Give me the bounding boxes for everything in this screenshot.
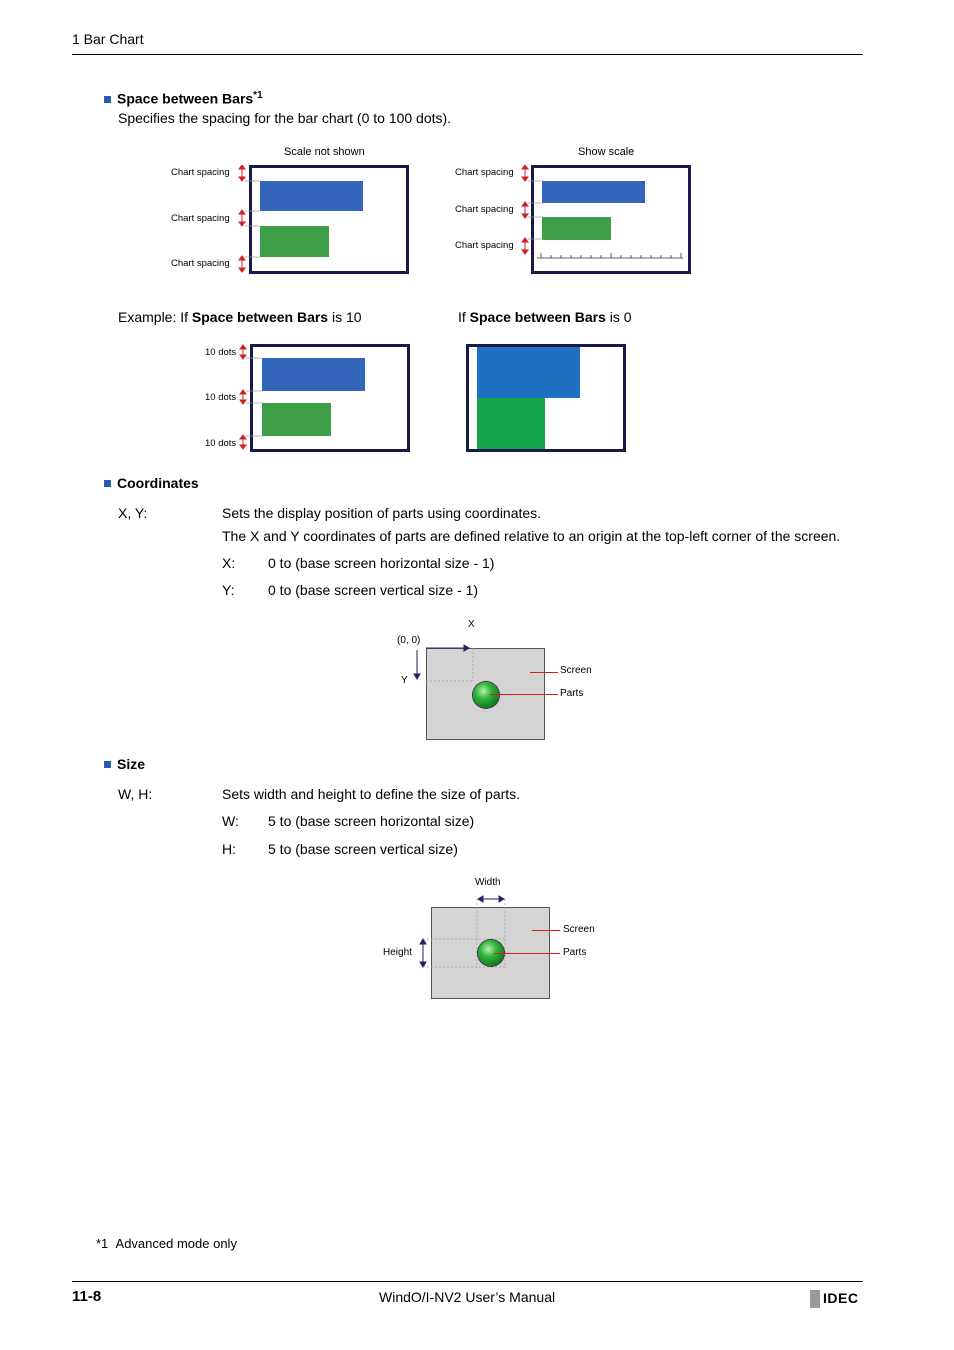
spacing-label: Chart spacing: [171, 258, 230, 269]
spacing-label: Chart spacing: [455, 204, 514, 215]
lamp-part-icon: [473, 682, 499, 708]
fig-scale-not-shown-title: Scale not shown: [284, 146, 365, 158]
note-mark: *1: [253, 90, 263, 101]
coordinates-term: X, Y:: [118, 505, 148, 521]
footnote-text: Advanced mode only: [115, 1236, 237, 1251]
screen-pointer-line: [530, 672, 558, 673]
size-h-key: H:: [222, 841, 236, 857]
logo-text: IDEC: [823, 1290, 859, 1306]
parts-label: Parts: [560, 688, 584, 699]
bullet-icon: [104, 480, 111, 487]
chart-bar-green: [477, 398, 545, 449]
bar-chart-frame-no-scale: [249, 165, 409, 274]
chart-bar-blue: [477, 347, 580, 398]
header-rule: [72, 54, 863, 55]
header-section-title: 1 Bar Chart: [72, 31, 144, 47]
size-h-range: 5 to (base screen vertical size): [268, 841, 458, 857]
bullet-icon: [104, 96, 111, 103]
parts-label: Parts: [563, 947, 587, 958]
space-between-heading: [104, 90, 263, 107]
coordinates-title: Coordinates: [117, 475, 199, 491]
chart-bar-green: [262, 403, 331, 436]
screen-label: Screen: [563, 924, 595, 935]
example2-prefix: If: [458, 309, 470, 325]
manual-title: WindO/I-NV2 User’s Manual: [379, 1289, 556, 1305]
size-w-range: 5 to (base screen horizontal size): [268, 813, 475, 829]
dots-arrows: [238, 344, 262, 452]
chart-bar-green: [542, 217, 611, 240]
size-title: Size: [117, 756, 146, 772]
parts-pointer-line: [494, 953, 560, 954]
space-between-title: Space between Bars: [117, 90, 254, 107]
spacing-arrows-fig2: [520, 165, 544, 265]
footnote: [96, 1236, 237, 1251]
coordinates-desc1: Sets the display position of parts using coordinates.: [222, 505, 542, 521]
size-term: W, H:: [118, 786, 153, 802]
fig-show-scale-title: Show scale: [578, 146, 635, 158]
footer-rule: [72, 1281, 863, 1282]
spacing-arrows-fig1: [236, 165, 260, 275]
coordinates-heading: [104, 475, 199, 491]
example-prefix: Example: If: [118, 309, 192, 325]
logo-mark-icon: [810, 1290, 820, 1308]
idec-logo: [810, 1290, 863, 1308]
page-number: 11-8: [72, 1288, 102, 1305]
y-axis-label: Y: [401, 675, 408, 686]
example-space-10: [118, 309, 362, 325]
coordinates-desc2: The X and Y coordinates of parts are defined relative to an origin at the top-left corner of the screen.: [222, 528, 841, 544]
size-w-key: W:: [222, 813, 239, 829]
chart-bar-green: [260, 226, 329, 257]
bar-chart-example-10: [250, 344, 410, 452]
footnote-mark: *1: [96, 1236, 109, 1251]
coordinates-x-key: X:: [222, 555, 236, 571]
example2-bold: Space between Bars: [469, 309, 606, 325]
origin-label: (0, 0): [397, 635, 421, 646]
spacing-label: Chart spacing: [455, 167, 514, 178]
screen-pointer-line: [532, 930, 560, 931]
dots-label: 10 dots: [205, 347, 237, 358]
coordinates-x-range: 0 to (base screen horizontal size - 1): [268, 555, 495, 571]
spacing-label: Chart spacing: [171, 167, 230, 178]
parts-pointer-line: [490, 694, 558, 695]
example2-suffix: is 0: [605, 309, 632, 325]
space-between-description: Specifies the spacing for the bar chart (0 to 100 dots).: [118, 110, 452, 126]
example-space-0: [458, 309, 632, 325]
height-label: Height: [383, 947, 412, 958]
width-label: Width: [475, 877, 501, 888]
bullet-icon: [104, 761, 111, 768]
chart-scale-axis: [537, 250, 685, 262]
bar-chart-frame-scale: [531, 165, 691, 274]
x-axis-label: X: [468, 619, 475, 630]
chart-bar-blue: [260, 181, 363, 211]
chart-bar-blue: [262, 358, 365, 391]
screen-label: Screen: [560, 665, 592, 676]
chart-bar-blue: [542, 181, 645, 203]
coordinates-y-range: 0 to (base screen vertical size - 1): [268, 582, 479, 598]
example-bold: Space between Bars: [191, 309, 329, 325]
size-desc: Sets width and height to define the size of parts.: [222, 786, 521, 802]
dots-label: 10 dots: [205, 438, 237, 449]
example-suffix: is 10: [328, 309, 362, 325]
spacing-label: Chart spacing: [455, 240, 514, 251]
coordinates-y-key: Y:: [222, 582, 235, 598]
bar-chart-example-0: [466, 344, 626, 452]
size-heading: [104, 756, 145, 772]
spacing-label: Chart spacing: [171, 213, 230, 224]
dots-label: 10 dots: [205, 392, 237, 403]
